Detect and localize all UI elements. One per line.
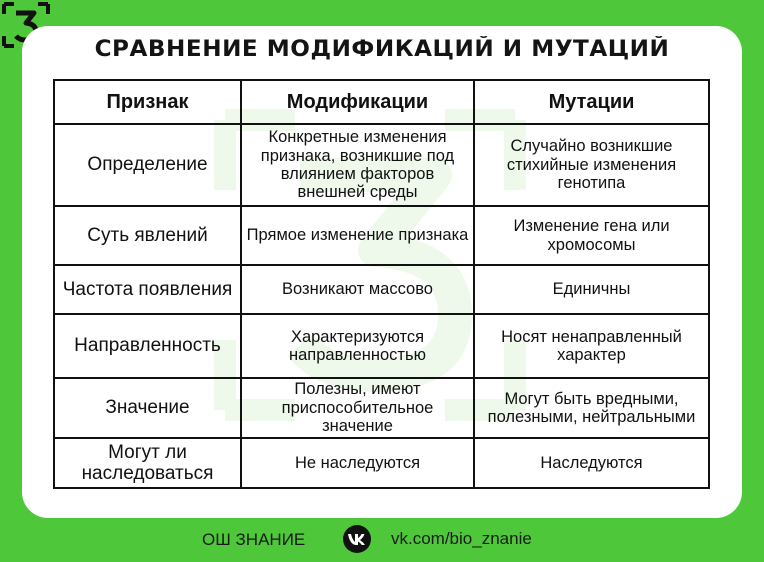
row-feature-cell: Могут ли наследоваться [54,438,241,488]
table-header-row [54,80,709,124]
footer-vk-link[interactable]: vk.com/bio_znanie [391,529,532,548]
row-mutation-cell: Носят ненаправленный характер [474,314,709,378]
row-mutation-cell: Могут быть вредными, полезными, нейтральными [474,378,709,438]
table-row [54,314,709,378]
row-mutation-cell: Наследуются [474,438,709,488]
row-modification-cell: Полезны, имеют приспособительное значение [241,378,474,438]
table-row [54,378,709,438]
column-header-modifications: Модификации [241,80,474,124]
table-row [54,124,709,206]
footer-brand: ОШ ЗНАНИЕ [202,530,306,549]
vk-icon[interactable] [340,524,374,554]
row-feature-cell: Суть явлений [54,206,241,265]
comparison-table [53,79,710,489]
row-feature-cell: Значение [54,378,241,438]
row-modification-cell: Не наследуются [241,438,474,488]
page-title: СРАВНЕНИЕ МОДИФИКАЦИЙ И МУТАЦИЙ [94,37,670,62]
column-header-feature: Признак [54,80,241,124]
table-row [54,438,709,488]
table-row [54,206,709,265]
row-mutation-cell: Изменение гена или хромосомы [474,206,709,265]
column-header-mutations: Мутации [474,80,709,124]
row-modification-cell: Характеризуются направленностью [241,314,474,378]
row-mutation-cell: Единичны [474,265,709,314]
row-modification-cell: Возникают массово [241,265,474,314]
row-mutation-cell: Случайно возникшие стихийные изменения генотипа [474,124,709,206]
row-feature-cell: Направленность [54,314,241,378]
table-row [54,265,709,314]
row-feature-cell: Частота появления [54,265,241,314]
row-modification-cell: Конкретные изменения признака, возникшие под влиянием факторов внешней среды [241,124,474,206]
row-feature-cell: Определение [54,124,241,206]
row-modification-cell: Прямое изменение признака [241,206,474,265]
footer [0,524,764,554]
